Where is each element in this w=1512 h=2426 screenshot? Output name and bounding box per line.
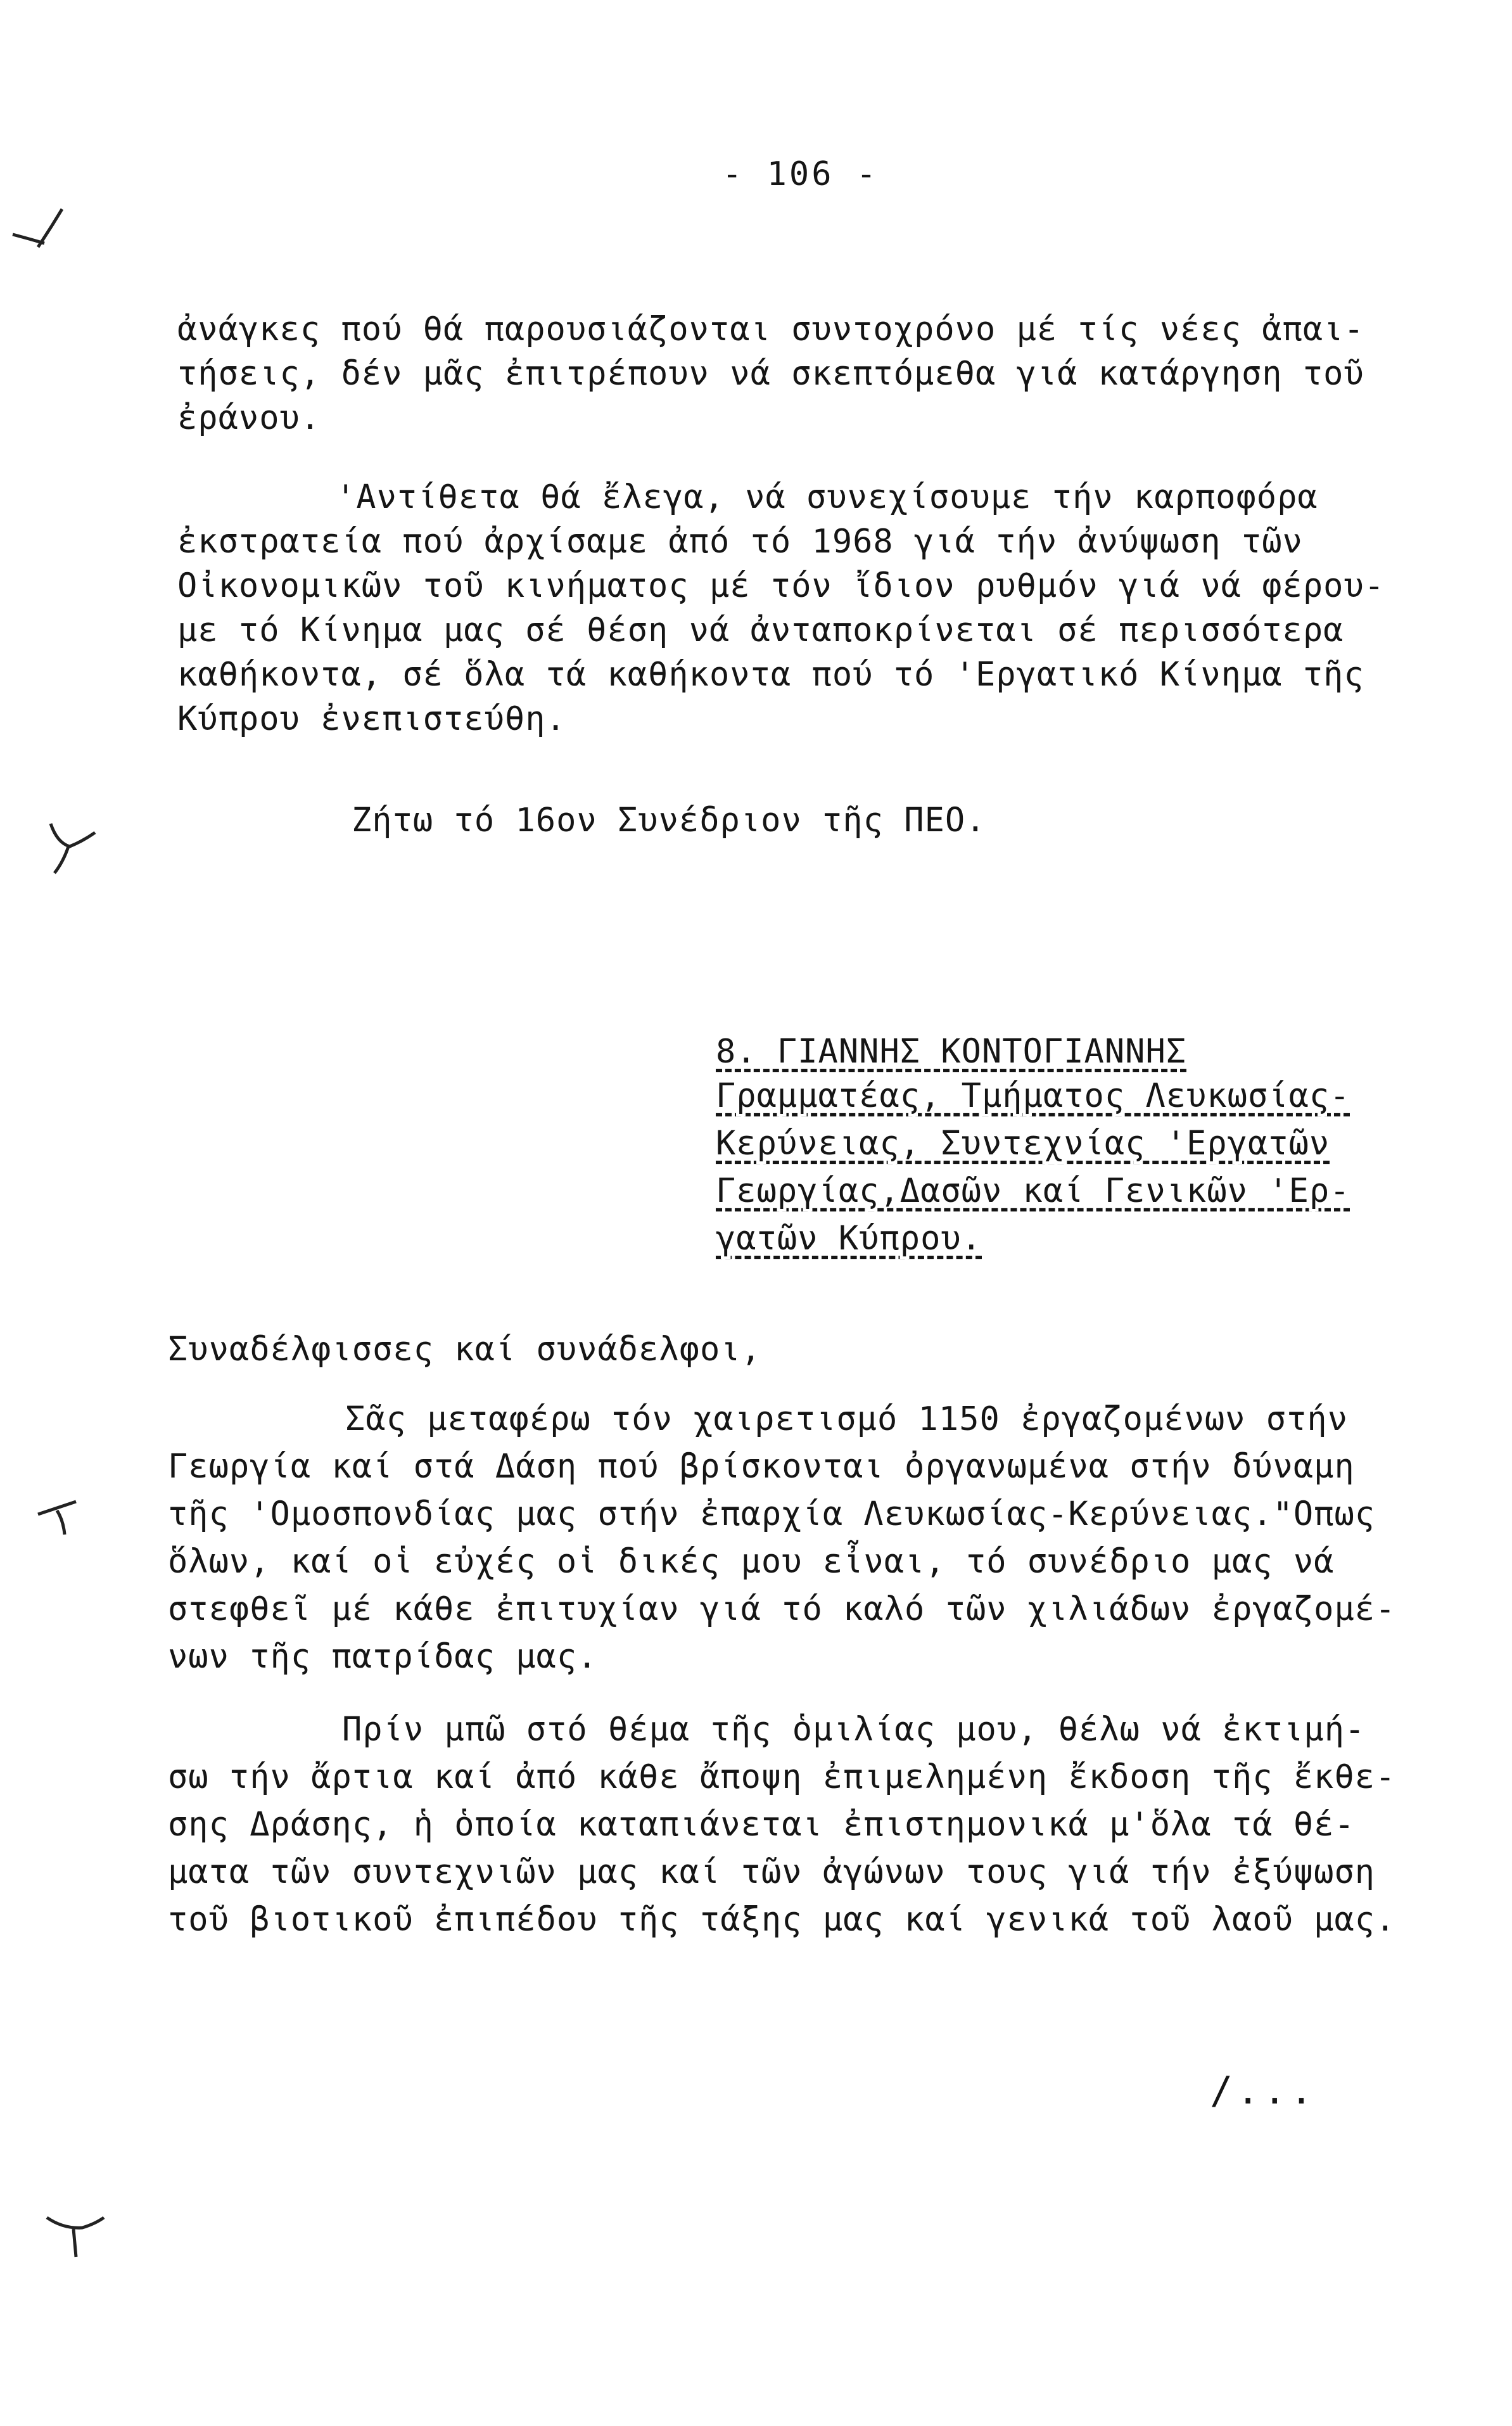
continuation-marker: /... (1210, 2069, 1317, 2113)
paragraph-line: στεφθεῖ μέ κάθε ἐπιτυχίαν γιά τό καλό τῶν χιλιάδων ἐργαζομέ- (168, 1590, 1396, 1628)
paragraph-line: Σᾶς μεταφέρω τόν χαιρετισμό 1150 ἐργαζομένων στήν (345, 1400, 1349, 1438)
paragraph-line: ἐκστρατεία πού ἀρχίσαμε ἀπό τό 1968 γιά τήν ἀνύψωση τῶν (177, 523, 1303, 561)
paragraph-line: καθήκοντα, σέ ὅλα τά καθήκοντα πού τό 'Εργατικό Κίνημα τῆς (177, 656, 1364, 694)
paragraph-line: σης Δράσης, ἡ ὁποία καταπιάνεται ἐπιστημονικά μ'ὅλα τά θέ- (168, 1806, 1355, 1844)
paragraph-line: ματα τῶν συντεχνιῶν μας καί τῶν ἀγώνων τους γιά τήν ἐξύψωση (168, 1853, 1376, 1891)
paragraph-line: με τό Κίνημα μας σέ θέση νά ἀνταποκρίνεται σέ περισσότερα (177, 611, 1344, 649)
speaker-heading-line: Γεωργίας,Δασῶν καί Γενικῶν 'Ερ- (716, 1172, 1350, 1210)
paragraph-line: ὅλων, καί οἱ εὐχές οἱ δικές μου εἶναι, τό συνέδριο μας νά (168, 1543, 1335, 1581)
margin-check-mark-icon (38, 2192, 114, 2268)
speaker-heading-line: 8. ΓΙΑΝΝΗΣ ΚΟΝΤΟΓΙΑΝΝΗΣ (716, 1033, 1187, 1071)
closing-line: Ζήτω τό 16ον Συνέδριον τῆς ΠΕΟ. (352, 801, 986, 840)
margin-check-mark-icon (25, 1476, 101, 1552)
paragraph-line: τήσεις, δέν μᾶς ἐπιτρέπουν νά σκεπτόμεθα γιά κατάργηση τοῦ (177, 355, 1364, 393)
paragraph-line: νων τῆς πατρίδας μας. (168, 1638, 598, 1676)
speaker-heading-line: Κερύνειας, Συντεχνίας 'Εργατῶν (716, 1125, 1330, 1163)
paragraph-line: Κύπρου ἐνεπιστεύθη. (177, 700, 566, 738)
paragraph-line: σω τήν ἄρτια καί ἀπό κάθε ἄποψη ἐπιμελημένη ἔκδοση τῆς ἔκθε- (168, 1758, 1396, 1796)
page-number: - 106 - (722, 155, 879, 193)
speaker-heading-line: Γραμματέας, Τμήματος Λευκωσίας- (716, 1077, 1350, 1115)
margin-check-mark-icon (6, 190, 82, 266)
paragraph-line: ἐράνου. (177, 399, 321, 437)
paragraph-line: τοῦ βιοτικοῦ ἐπιπέδου τῆς τάξης μας καί γενικά τοῦ λαοῦ μας. (168, 1901, 1396, 1939)
paragraph-line: Γεωργία καί στά Δάση πού βρίσκονται ὀργανωμένα στήν δύναμη (168, 1448, 1355, 1486)
speaker-heading-line: γατῶν Κύπρου. (716, 1220, 982, 1258)
paragraph-line: 'Αντίθετα θά ἔλεγα, νά συνεχίσουμε τήν καρποφόρα (336, 478, 1318, 516)
paragraph-line: Οἰκονομικῶν τοῦ κινήματος μέ τόν ἴδιον ρυθμόν γιά νά φέρου- (177, 567, 1385, 605)
margin-check-mark-icon (38, 805, 114, 881)
salutation: Συναδέλφισσες καί συνάδελφοι, (168, 1331, 761, 1369)
paragraph-line: Πρίν μπῶ στό θέμα τῆς ὁμιλίας μου, θέλω νά ἐκτιμή- (342, 1711, 1366, 1749)
paragraph-line: τῆς 'Ομοσπονδίας μας στήν ἐπαρχία Λευκωσίας-Κερύνειας."Οπως (168, 1495, 1376, 1533)
paragraph-line: ἀνάγκες πού θά παρουσιάζονται συντοχρόνο μέ τίς νέες ἀπαι- (177, 310, 1364, 348)
